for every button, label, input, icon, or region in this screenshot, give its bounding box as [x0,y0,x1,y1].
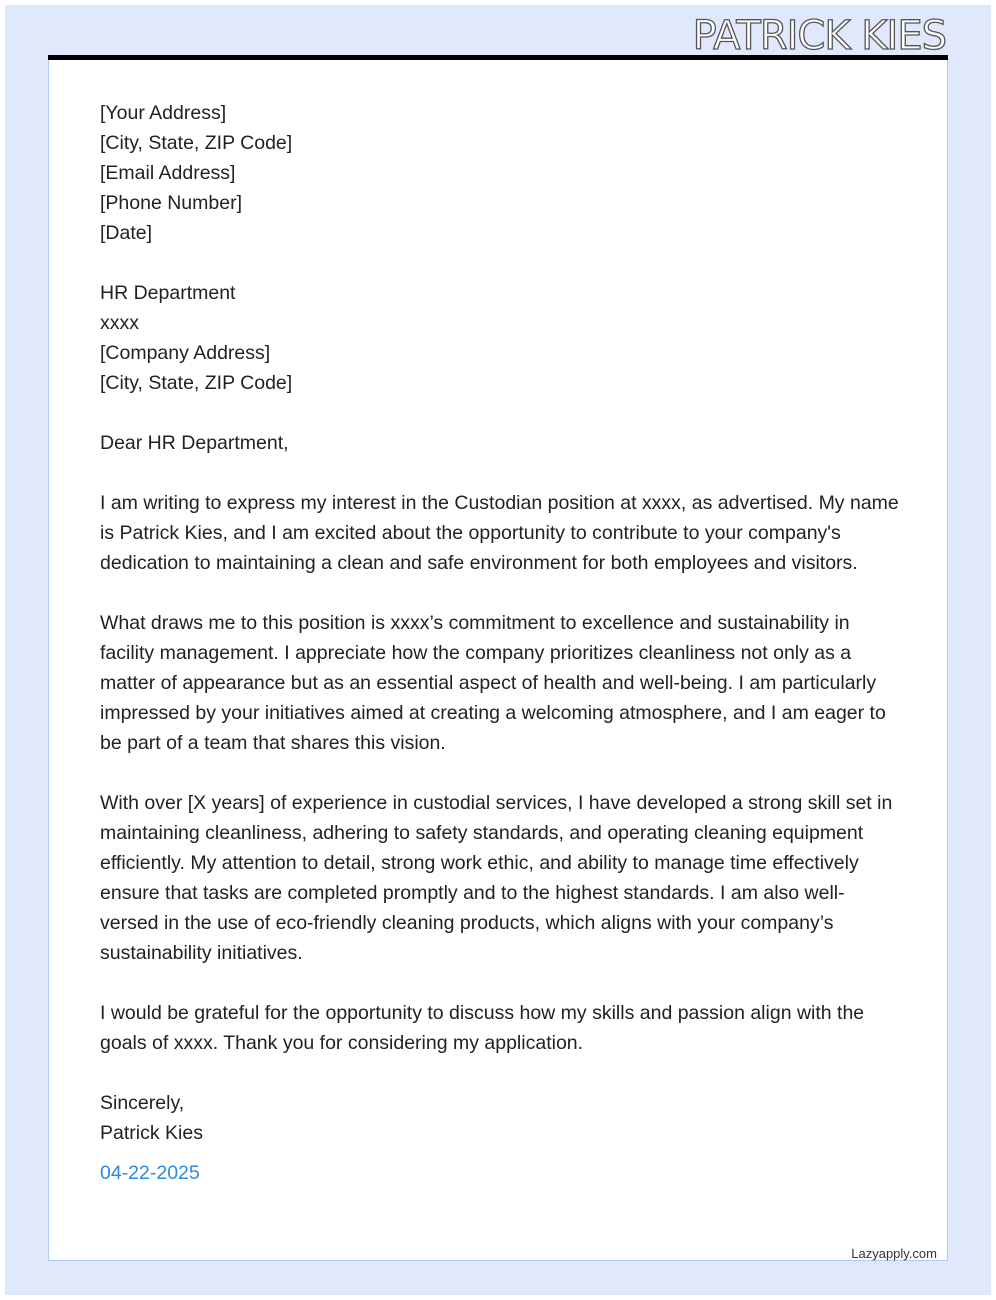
applicant-name-heading: PATRICK KIES [692,13,946,59]
sender-address: [Your Address] [100,102,227,124]
sender-phone: [Phone Number] [100,192,242,214]
letter-date: 04-22-2025 [100,1162,200,1184]
recipient-company: xxxx [100,312,139,334]
recipient-city: [City, State, ZIP Code] [100,372,293,394]
signature: Patrick Kies [100,1122,203,1144]
closing-block [100,1088,900,1148]
recipient-block [100,278,900,398]
letter-body [100,98,900,1188]
paragraph: With over [X years] of experience in custodial services, I have developed a strong skill set in maintaining cleanliness, adhering to safety standards, and operating cleaning equipment efficiently. My attention to detail, strong work ethic, and ability to manage time effectively ensure that tasks are completed promptly and to the highest standards. I am also well-versed in the use of eco-friendly cleaning products, which aligns with your company’s sustainability initiatives. [100,792,893,964]
paragraph: What draws me to this position is xxxx’s commitment to excellence and sustainability in facility management. I appreciate how the company prioritizes cleanliness not only as a matter of appearance but as an essential aspect of health and well-being. I am particularly impressed by your initiatives aimed at creating a welcoming atmosphere, and I am eager to be part of a team that shares this vision. [100,612,886,754]
sender-block [100,98,900,248]
footer-brand: Lazyapply.com [851,1246,937,1261]
paragraph: I am writing to express my interest in the Custodian position at xxxx, as advertised. My name is Patrick Kies, and I am excited about the opportunity to contribute to your company's dedication to maintaining a clean and safe environment for both employees and visitors. [100,492,899,574]
sender-email: [Email Address] [100,162,236,184]
sender-date: [Date] [100,222,153,244]
closing: Sincerely, [100,1092,185,1114]
paragraph: I would be grateful for the opportunity to discuss how my skills and passion align with the goals of xxxx. Thank you for considering my application. [100,1002,865,1054]
sender-city: [City, State, ZIP Code] [100,132,293,154]
salutation: Dear HR Department, [100,432,289,454]
recipient-address: [Company Address] [100,342,271,364]
recipient-department: HR Department [100,282,236,304]
